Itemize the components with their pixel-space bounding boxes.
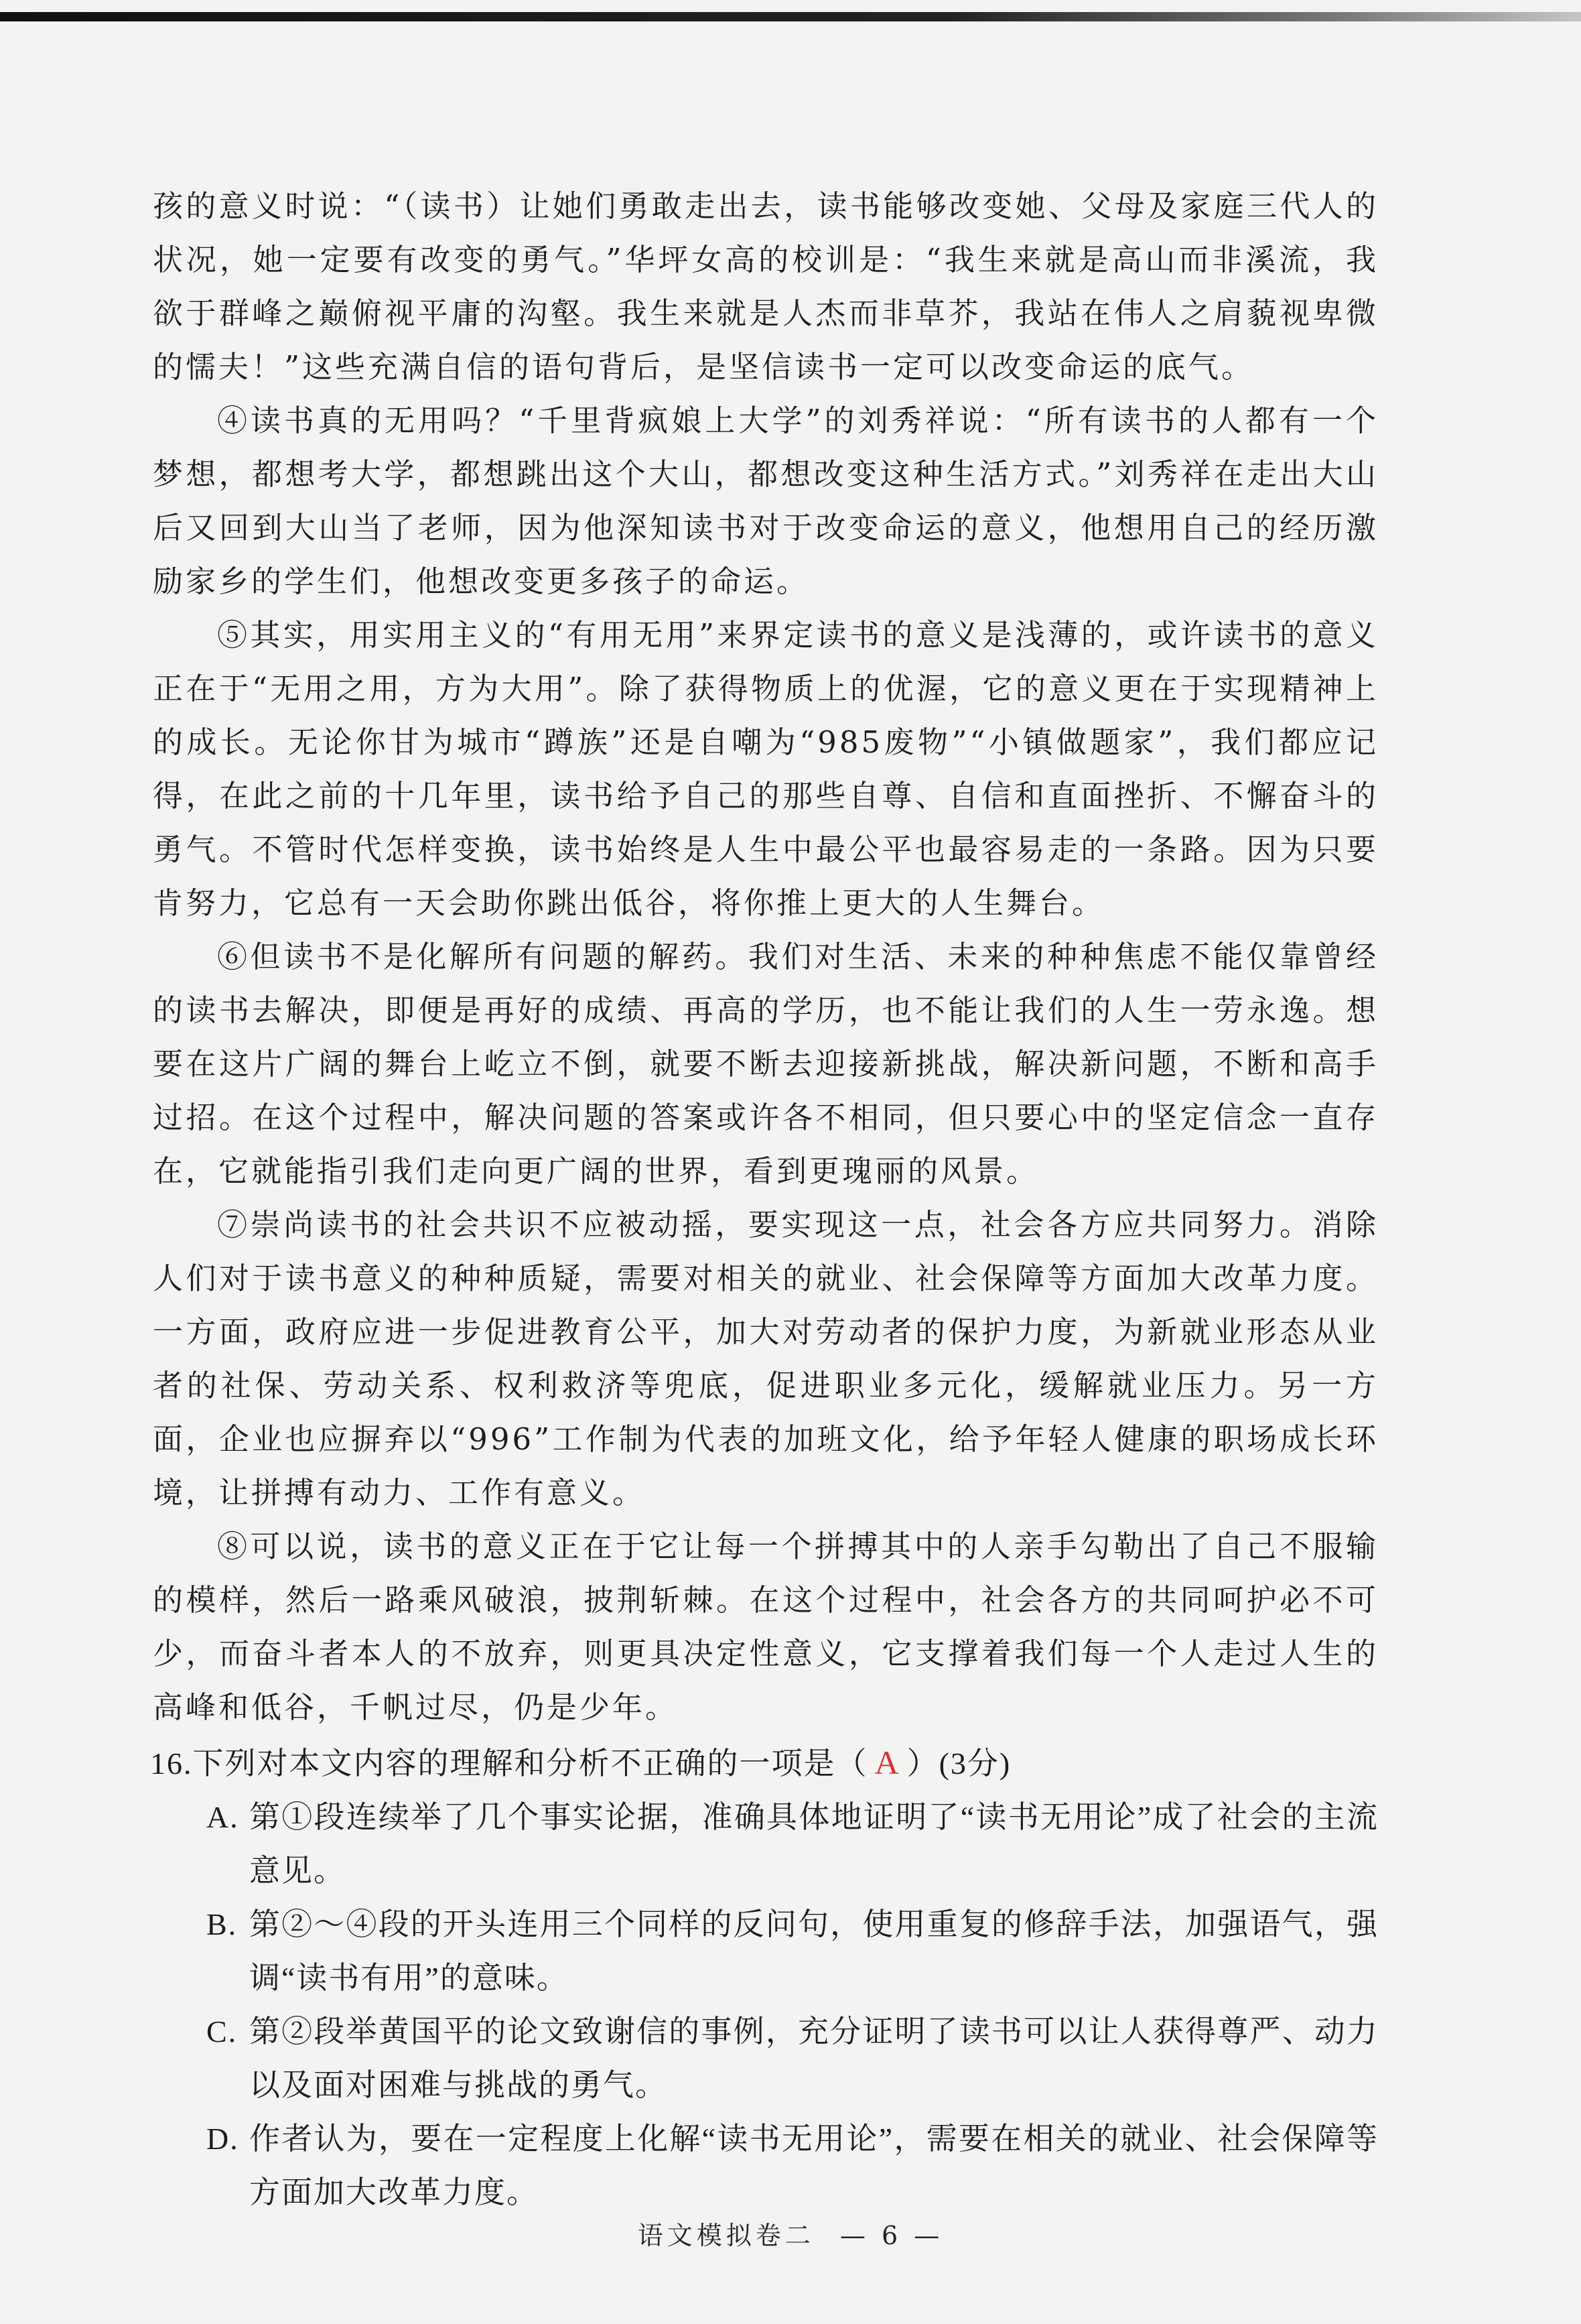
option-d-letter: D. [206, 2122, 239, 2156]
top-border-rule [0, 12, 1581, 21]
paragraph-6: ⑥但读书不是化解所有问题的解药。我们对生活、未来的种种焦虑不能仅靠曾经的读书去解决，即便是再好的成绩、再高的学历，也不能让我们的人生一劳永逸。想要在这片广阔的舞台上屹立不倒，就要不断去迎接新挑战，解决新问题，不断和高手过招。在这个过程中，解决问题的答案或许各不相同，但只要心中的坚定信念一直存在，它就能指引我们走向更广阔的世界，看到更瑰丽的风景。 [153, 939, 1379, 1189]
paragraph-5: ⑤其实，用实用主义的“有用无用”来界定读书的意义是浅薄的，或许读书的意义正在于“无用之用，方为大用”。除了获得物质上的优渥，它的意义更在于实现精神上的成长。无论你甘为城市“蹲族”还是自嘲为“985废物”“小镇做题家”，我们都应记得，在此之前的十几年里，读书给予自己的那些自尊、自信和直面挫折、不懈奋斗的勇气。不管时代怎样变换，读书始终是人生中最公平也最容易走的一条路。因为只要肯努力，它总有一天会助你跳出低谷，将你推上更大的人生舞台。 [153, 617, 1379, 921]
option-b-text: 第②～④段的开头连用三个同样的反问句，使用重复的修辞手法，加强语气，强调“读书有用”的意味。 [249, 1907, 1379, 1995]
question-stem [150, 1736, 1379, 1791]
option-c [206, 2005, 1379, 2112]
footer-page-number: — 6 — [839, 2221, 944, 2250]
option-c-text: 第②段举黄国平的论文致谢信的事例，充分证明了读书可以让人获得尊严、动力以及面对困难与挑战的勇气。 [249, 2014, 1379, 2102]
question-score: ）(3分) [906, 1746, 1012, 1781]
option-a-text: 第①段连续举了几个事实论据，准确具体地证明了“读书无用论”成了社会的主流意见。 [249, 1800, 1379, 1888]
option-d-text: 作者认为，要在一定程度上化解“读书无用论”，需要在相关的就业、社会保障等方面加大改革力度。 [249, 2122, 1379, 2209]
paragraph-8: ⑧可以说，读书的意义正在于它让每一个拼搏其中的人亲手勾勒出了自己不服输的模样，然后一路乘风破浪，披荆斩棘。在这个过程中，社会各方的共同呵护必不可少，而奋斗者本人的不放弃，则更具决定性意义，它支撑着我们每一个人走过人生的高峰和低谷，千帆过尽，仍是少年。 [153, 1529, 1379, 1725]
paragraph-4: ④读书真的无用吗？“千里背疯娘上大学”的刘秀祥说：“所有读书的人都有一个梦想，都想考大学，都想跳出这个大山，都想改变这种生活方式。”刘秀祥在走出大山后又回到大山当了老师，因为他深知读书对于改变命运的意义，他想用自己的经历激励家乡的学生们，他想改变更多孩子的命运。 [153, 403, 1379, 599]
question-number: 16. [150, 1746, 193, 1781]
exam-page-content [150, 180, 1379, 2219]
handwritten-answer: A [874, 1744, 900, 1781]
question-16 [150, 1736, 1379, 2219]
answer-options [206, 1791, 1379, 2219]
option-a [206, 1791, 1379, 1898]
option-d [206, 2112, 1379, 2219]
paragraph-continued: 孩的意义时说：“（读书）让她们勇敢走出去，读书能够改变她、父母及家庭三代人的状况，她一定要有改变的勇气。”华坪女高的校训是：“我生来就是高山而非溪流，我欲于群峰之巅俯视平庸的沟壑。我生来就是人杰而非草芥，我站在伟人之肩藐视卑微的懦夫！”这些充满自信的语句背后，是坚信读书一定可以改变命运的底气。 [153, 188, 1379, 385]
page-footer [0, 2215, 1581, 2252]
question-stem-text: 下列对本文内容的理解和分析不正确的一项是（ [192, 1746, 868, 1781]
option-c-letter: C. [206, 2014, 238, 2049]
paragraph-7: ⑦崇尚读书的社会共识不应被动摇，要实现这一点，社会各方应共同努力。消除人们对于读书意义的种种质疑，需要对相关的就业、社会保障等方面加大改革力度。一方面，政府应进一步促进教育公平，加大对劳动者的保护力度，为新就业形态从业者的社保、劳动关系、权利救济等兜底，促进职业多元化，缓解就业压力。另一方面，企业也应摒弃以“996”工作制为代表的加班文化，给予年轻人健康的职场成长环境，让拼搏有动力、工作有意义。 [153, 1207, 1379, 1510]
option-b-letter: B. [206, 1907, 238, 1941]
footer-exam-title: 语文模拟卷二 [637, 2221, 815, 2250]
option-a-letter: A. [206, 1800, 239, 1834]
option-b [206, 1898, 1379, 2005]
